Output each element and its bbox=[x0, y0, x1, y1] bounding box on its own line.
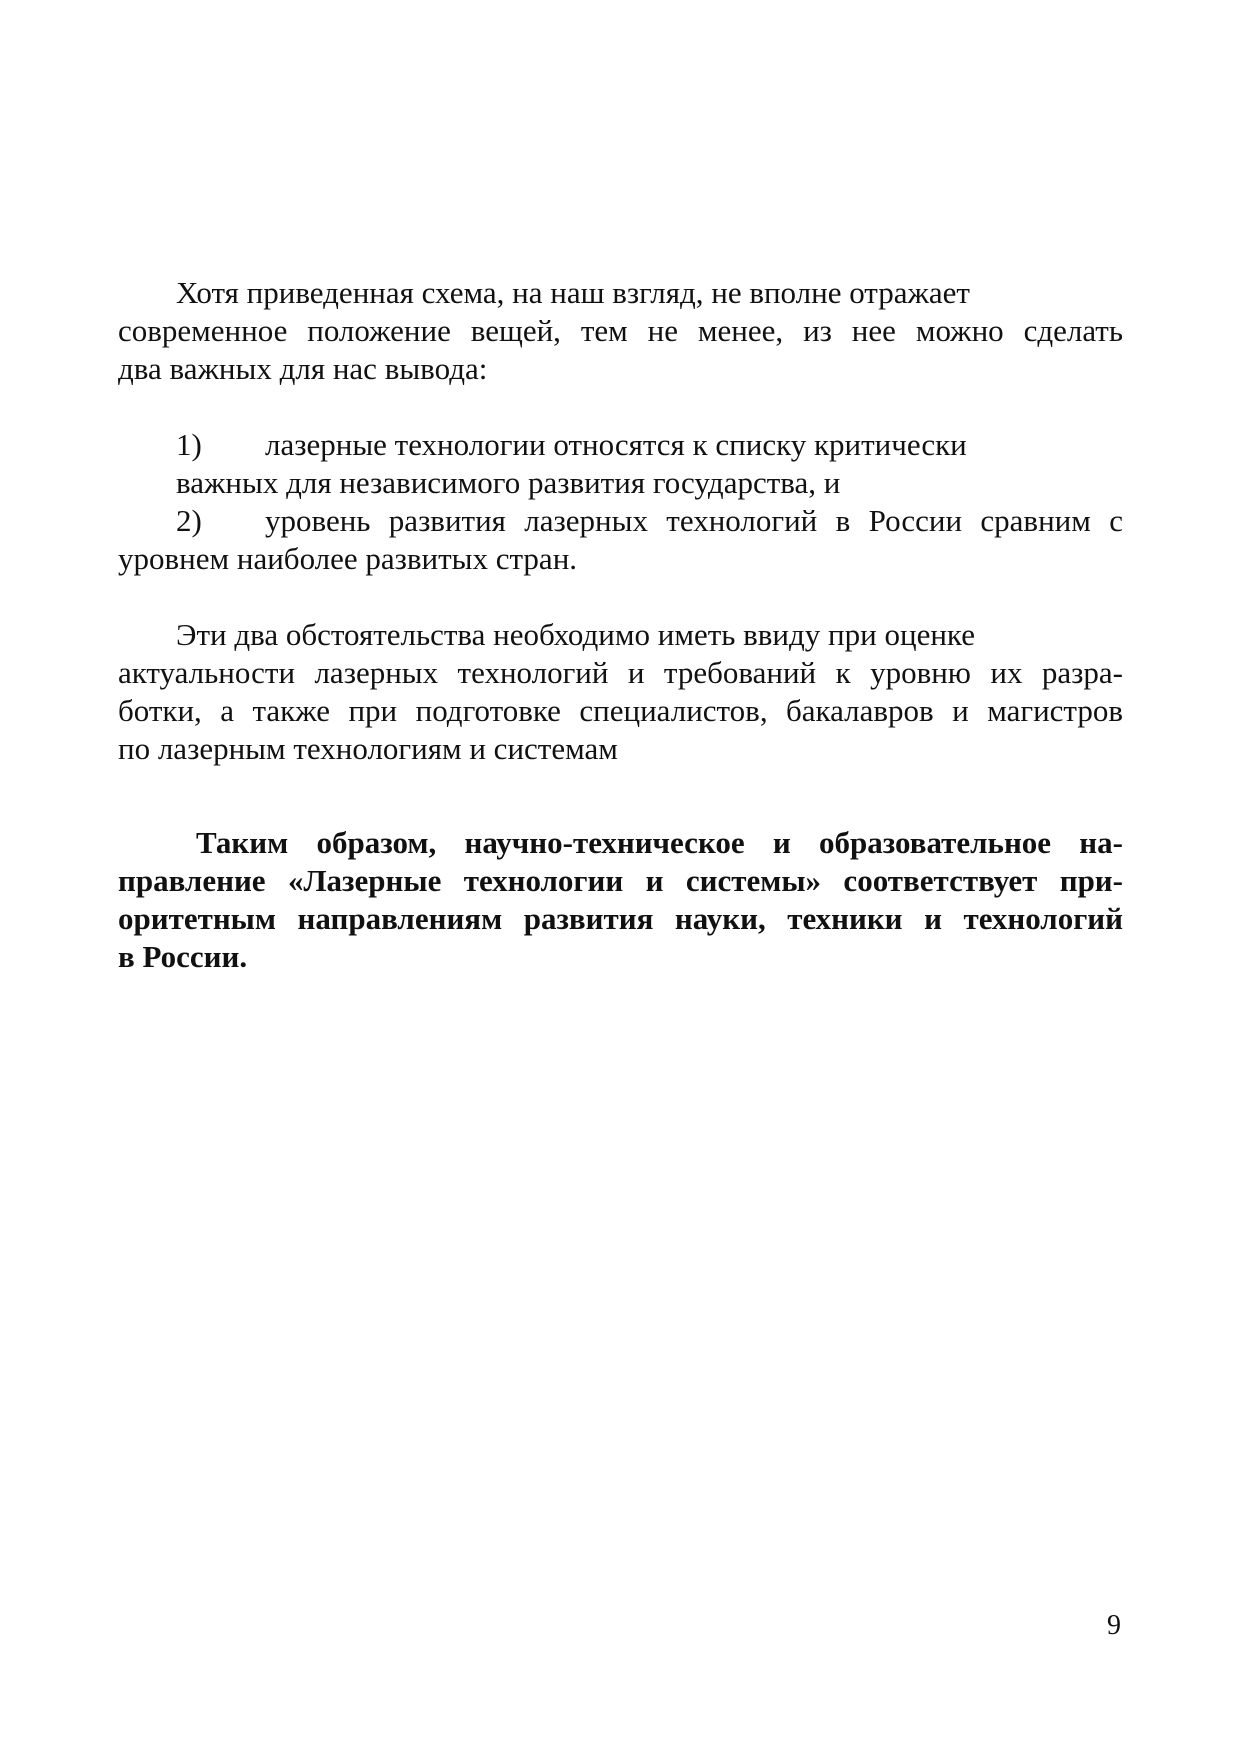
second-line-3: ботки, а также при подготовке специалистов, бакалавров и магистров bbox=[118, 693, 1123, 728]
conclusion-line-3: оритетным направлениям развития науки, техники и технологий bbox=[118, 901, 1123, 936]
list-item-2-number: 2) bbox=[176, 503, 202, 538]
second-line-4: по лазерным технологиям и системам bbox=[118, 731, 618, 766]
list-item-1-line-1: лазерные технологии относятся к списку критически bbox=[265, 427, 967, 462]
intro-line-2: современное положение вещей, тем не менее, из нее можно сделать bbox=[118, 313, 1123, 348]
conclusion-line-2: правление «Лазерные технологии и системы» соответствует при- bbox=[118, 863, 1123, 898]
second-line-2: актуальности лазерных технологий и требований к уровню их разра- bbox=[118, 655, 1123, 690]
page-number: 9 bbox=[1107, 1610, 1121, 1641]
list-item-1-number: 1) bbox=[176, 427, 202, 462]
list-item-2-line-1: уровень развития лазерных технологий в России сравним с bbox=[265, 503, 1123, 538]
list-item-2-line-2: уровнем наиболее развитых стран. bbox=[118, 541, 578, 576]
intro-line-1: Хотя приведенная схема, на наш взгляд, не вполне отражает bbox=[176, 275, 970, 310]
list-item-1-line-2: важных для независимого развития государства, и bbox=[176, 465, 841, 500]
conclusion-line-1: Таким образом, научно-техническое и образовательное на- bbox=[196, 825, 1123, 860]
second-line-1: Эти два обстоятельства необходимо иметь ввиду при оценке bbox=[176, 617, 975, 652]
intro-line-3: два важных для нас вывода: bbox=[118, 351, 488, 386]
conclusion-line-4: в России. bbox=[118, 939, 248, 974]
